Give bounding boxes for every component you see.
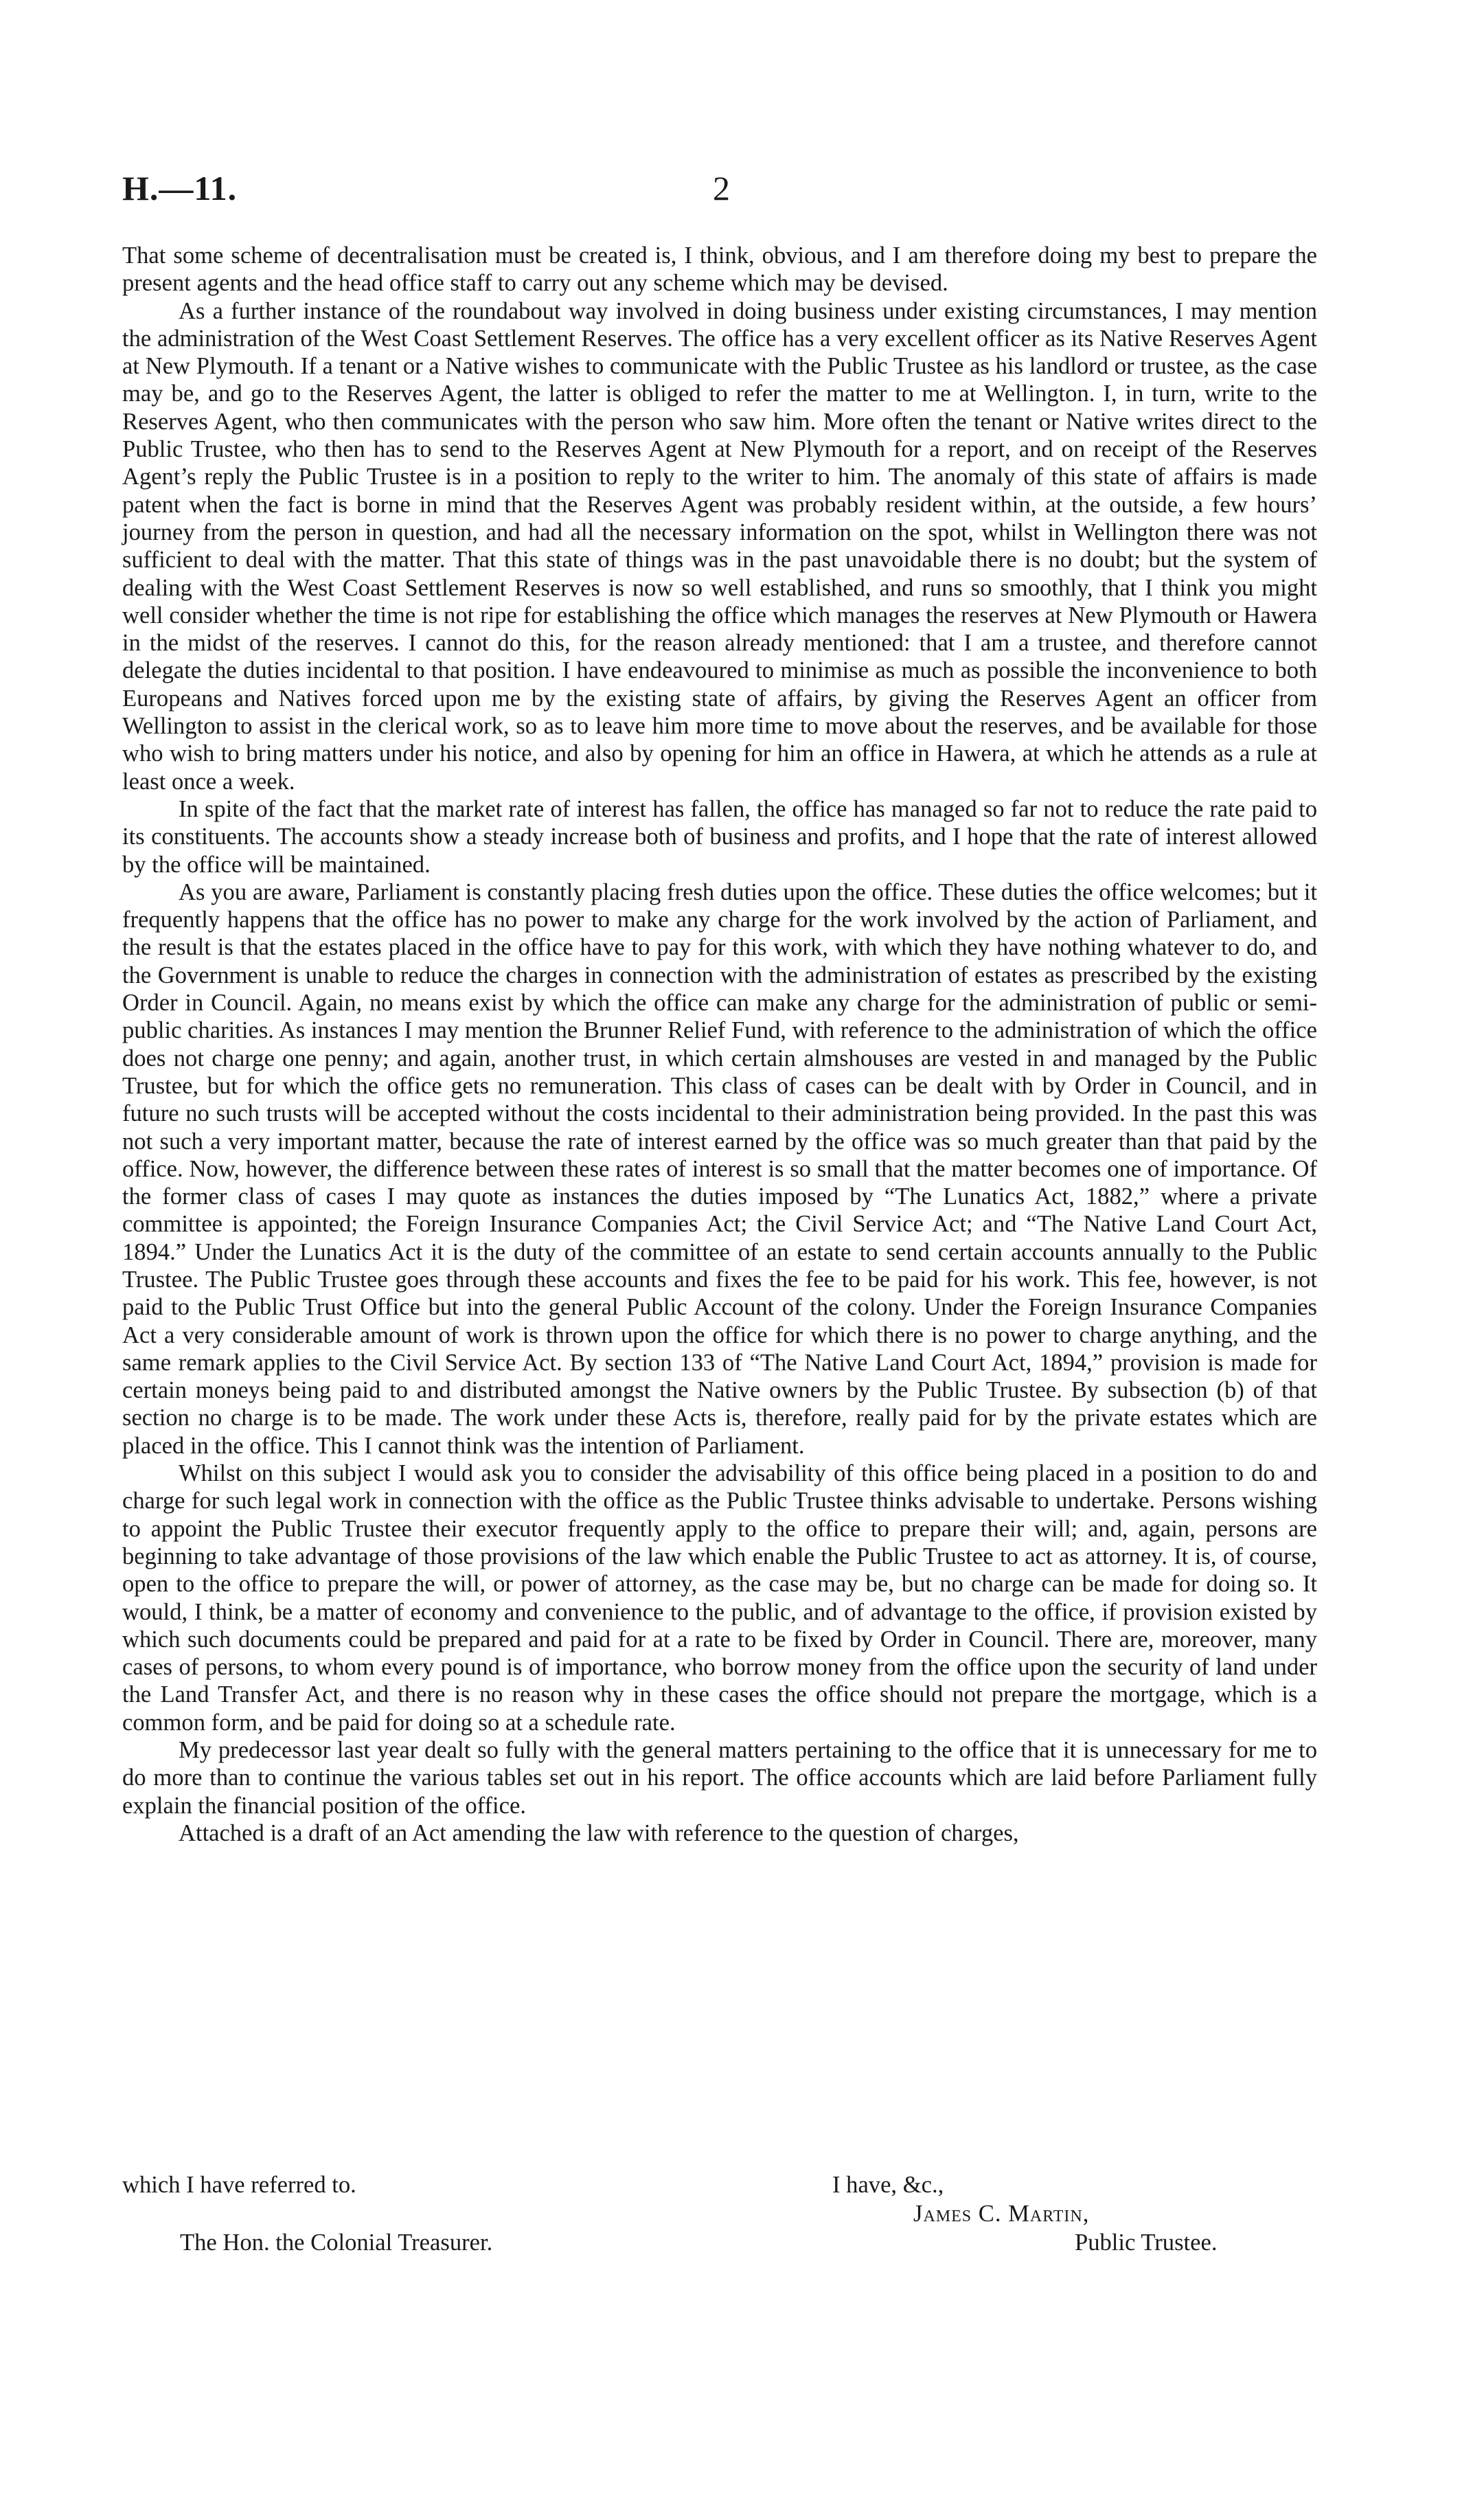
closing-salutation: I have, &c., bbox=[832, 2172, 944, 2198]
page-header bbox=[122, 168, 1358, 223]
signatory-name: James C. Martin, bbox=[913, 2201, 1090, 2227]
signatory-title: Public Trustee. bbox=[1075, 2230, 1218, 2256]
paragraph-decentralisation: That some scheme of decentralisation must be created is, I think, obvious, and I am therefore doing my best to prepare the present agents and the head office staff to carry out any scheme which may be devised. bbox=[122, 242, 1317, 297]
paragraph-west-coast-reserves: As a further instance of the roundabout way involved in doing business under existing circumstances, I may mention the administration of the West Coast Settlement Reserves. The office has a very excellent officer as its Native Reserves Agent at New Plymouth. If a tenant or a Native wishes to communicate with the Public Trustee as his landlord or trustee, as the case may be, and go to the Reserves Agent, the latter is obliged to refer the matter to me at Wellington. I, in turn, write to the Reserves Agent, who then communicates with the person who saw him. More often the tenant or Native writes direct to the Public Trustee, who then has to send to the Reserves Agent at New Plymouth for a report, and on receipt of the Reserves Agent’s reply the Public Trustee is in a position to reply to the writer to him. The anomaly of this state of affairs is made patent when the fact is borne in mind that the Reserves Agent was probably resident within, at the outside, a few hours’ journey from the person in question, and had all the necessary information on the spot, whilst in Wellington there was not sufficient to deal with the matter. That this state of things was in the past unavoidable there is no doubt; but the system of dealing with the West Coast Settlement Reserves is now so well established, and runs so smoothly, that I think you might well consider whether the time is not ripe for establishing the office which manages the reserves at New Plymouth or Hawera in the midst of the reserves. I cannot do this, for the reason already mentioned: that I am a trustee, and therefore cannot delegate the duties incidental to that position. I have endeavoured to minimise as much as possible the inconvenience to both Europeans and Natives forced upon me by the existing state of affairs, by giving the Reserves Agent an officer from Wellington to assist in the clerical work, so as to leave him more time to move about the reserves, and be available for those who wish to bring matters under his notice, and also by opening for him an office in Hawera, at which he attends as a rule at least once a week. bbox=[122, 297, 1317, 795]
paragraph-interest-rate: In spite of the fact that the market rate of interest has fallen, the office has managed so far not to reduce the rate paid to its constituents. The accounts show a steady increase both of business and profits, and I hope that the rate of interest allowed by the office will be maintained. bbox=[122, 795, 1317, 878]
paragraph-legal-work: Whilst on this subject I would ask you to consider the advisability of this office being placed in a position to do and charge for such legal work in connection with the office as the Public Trustee thinks advisable to undertake. Persons wishing to appoint the Public Trustee their executor frequently apply to the office to prepare their will; and, again, persons are beginning to take advantage of those provisions of the law which enable the Public Trustee to act as attorney. It is, of course, open to the office to prepare the will, or power of attorney, as the case may be, but no charge can be made for doing so. It would, I think, be a matter of economy and convenience to the public, and of advantage to the office, if provision existed by which such documents could be prepared and paid for at a rate to be fixed by Order in Council. There are, moreover, many cases of persons, to whom every pound is of importance, who borrow money from the office upon the security of land under the Land Transfer Act, and there is no reason why in these cases the office should not prepare the mortgage, which is a common form, and be paid for doing so at a schedule rate. bbox=[122, 1460, 1317, 1736]
paragraph-parliament-duties: As you are aware, Parliament is constantly placing fresh duties upon the office. These duties the office welcomes; but it frequently happens that the office has no power to make any charge for the work involved by the action of Parliament, and the result is that the estates placed in the office have to pay for this work, with which they have nothing whatever to do, and the Government is unable to reduce the charges in connection with the administration of estates as prescribed by the existing Order in Council. Again, no means exist by which the office can make any charge for the administration of public or semi-public charities. As instances I may mention the Brunner Relief Fund, with reference to the administration of which the office does not charge one penny; and again, another trust, in which certain almshouses are vested in and managed by the Public Trustee, but for which the office gets no remuneration. This class of cases can be dealt with by Order in Council, and in future no such trusts will be accepted without the costs incidental to their administration being provided. In the past this was not such a very important matter, because the rate of interest earned by the office was so much greater than that paid by the office. Now, however, the difference between these rates of interest is so small that the matter becomes one of importance. Of the former class of cases I may quote as instances the duties imposed by “The Lunatics Act, 1882,” where a private committee is appointed; the Foreign Insurance Companies Act; the Civil Service Act; and “The Native Land Court Act, 1894.” Under the Lunatics Act it is the duty of the committee of an estate to send certain accounts annually to the Public Trustee. The Public Trustee goes through these accounts and fixes the fee to be paid for his work. This fee, however, is not paid to the Public Trust Office but into the general Public Account of the colony. Under the Foreign Insurance Companies Act a very considerable amount of work is thrown upon the office for which there is no power to charge anything, and the same remark applies to the Civil Service Act. By section 133 of “The Native Land Court Act, 1894,” provision is made for certain moneys being paid to and distributed amongst the Native owners by the Public Trustee. By subsection (b) of that section no charge is to be made. The work under these Acts is, therefore, really paid for by the private estates which are placed in the office. This I cannot think was the intention of Parliament. bbox=[122, 878, 1317, 1459]
paragraph-attached-draft: Attached is a draft of an Act amending the law with reference to the question of charges, bbox=[179, 1819, 1019, 1846]
document-code: H.—11. bbox=[122, 169, 238, 207]
addressee: The Hon. the Colonial Treasurer. bbox=[180, 2230, 493, 2256]
paragraph-predecessor: My predecessor last year dealt so fully with the general matters pertaining to the office that it is unnecessary for me to do more than to continue the various tables set out in his report. The office accounts which are laid before Parliament fully explain the financial position of the office. bbox=[122, 1737, 1317, 1819]
page-number: 2 bbox=[713, 169, 730, 207]
report-body bbox=[122, 242, 1317, 1847]
closing-continuation: which I have referred to. bbox=[122, 2172, 356, 2198]
